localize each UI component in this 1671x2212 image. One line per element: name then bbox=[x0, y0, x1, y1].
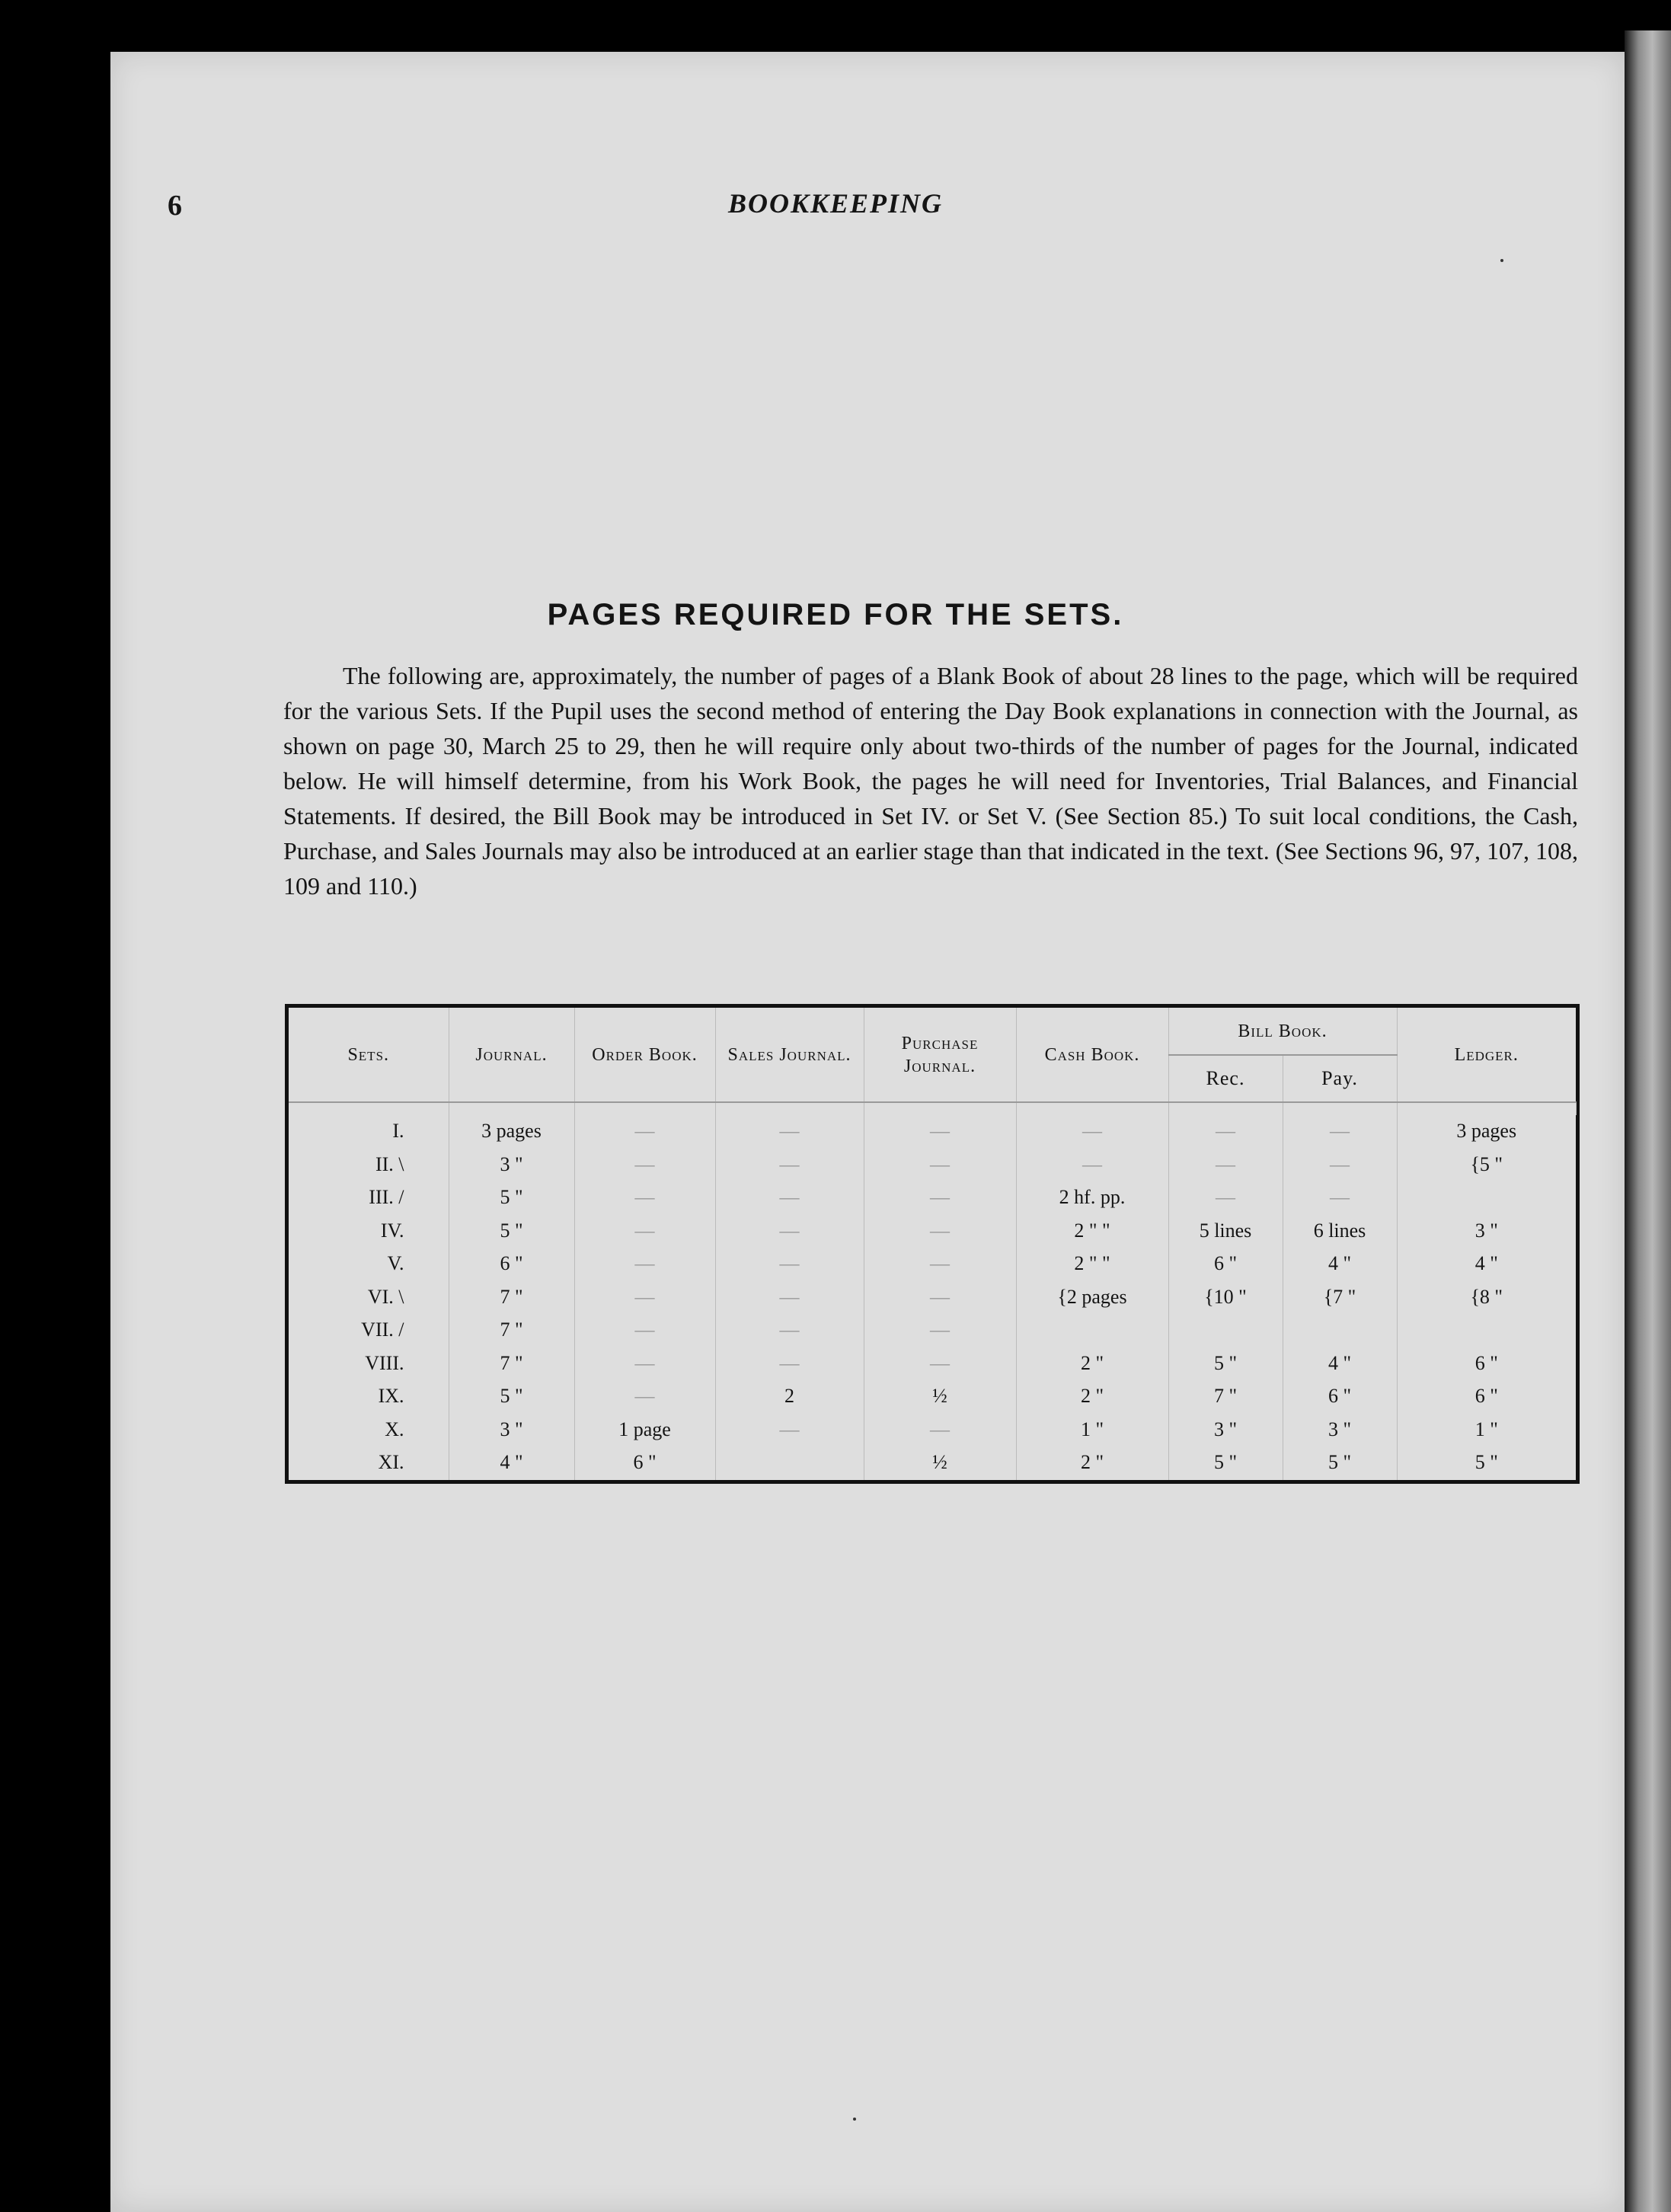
cell-ledger bbox=[1397, 1314, 1576, 1347]
section-title: PAGES REQUIRED FOR THE SETS. bbox=[547, 598, 1124, 631]
table-row bbox=[289, 1314, 1576, 1347]
cell-purchase-journal: — bbox=[864, 1215, 1016, 1248]
cell-bill-rec: 3 " bbox=[1168, 1414, 1283, 1447]
cell-bill-pay: 6 lines bbox=[1283, 1215, 1397, 1248]
cell-journal: 7 " bbox=[449, 1281, 574, 1315]
cell-sales-journal: — bbox=[715, 1347, 864, 1381]
cell-order-book: — bbox=[574, 1215, 715, 1248]
cell-sales-journal: — bbox=[715, 1181, 864, 1215]
cell-purchase-journal: — bbox=[864, 1248, 1016, 1281]
cell-bill-rec: — bbox=[1168, 1149, 1283, 1182]
cell-bill-rec: 5 lines bbox=[1168, 1215, 1283, 1248]
cell-cash-book: — bbox=[1016, 1115, 1168, 1149]
cell-order-book: 6 " bbox=[574, 1446, 715, 1480]
cell-bill-pay: — bbox=[1283, 1115, 1397, 1149]
cell-sales-journal: — bbox=[715, 1414, 864, 1447]
cell-sales-journal: — bbox=[715, 1281, 864, 1315]
cell-journal: 3 " bbox=[449, 1414, 574, 1447]
cell-ledger: 6 " bbox=[1475, 1385, 1498, 1408]
header-sales-journal: Sales Journal. bbox=[715, 1008, 864, 1102]
cell-cash-book: — bbox=[1016, 1149, 1168, 1182]
cell-bill-pay: 5 " bbox=[1283, 1446, 1397, 1480]
table-row bbox=[289, 1248, 1576, 1281]
book-page-edge bbox=[1625, 30, 1671, 2212]
cell-journal: 5 " bbox=[449, 1181, 574, 1215]
pages-required-table bbox=[285, 1004, 1580, 1484]
cell-purchase-journal: ½ bbox=[864, 1446, 1016, 1480]
cell-ledger: {5 " bbox=[1470, 1152, 1503, 1175]
table-row bbox=[289, 1181, 1576, 1215]
cell-ledger: 1 " bbox=[1475, 1418, 1498, 1440]
cell-order-book: — bbox=[574, 1115, 715, 1149]
cell-journal: 3 " bbox=[449, 1149, 574, 1182]
cell-ledger: 4 " bbox=[1475, 1252, 1498, 1275]
cell-purchase-journal: ½ bbox=[864, 1380, 1016, 1414]
page-number: 6 bbox=[168, 190, 182, 222]
cell-bill-rec: 5 " bbox=[1168, 1347, 1283, 1381]
header-bill-book: Bill Book. bbox=[1168, 1008, 1397, 1055]
cell-order-book: — bbox=[574, 1281, 715, 1315]
cell-journal: 4 " bbox=[449, 1446, 574, 1480]
cell-journal: 7 " bbox=[449, 1347, 574, 1381]
header-sets: Sets. bbox=[289, 1008, 449, 1102]
cell-order-book: — bbox=[574, 1149, 715, 1182]
cell-bill-pay: — bbox=[1283, 1181, 1397, 1215]
header-ledger: Ledger. bbox=[1397, 1008, 1576, 1102]
cell-sales-journal: — bbox=[715, 1149, 864, 1182]
cell-cash-book: 2 " bbox=[1016, 1347, 1168, 1381]
cell-order-book: 1 page bbox=[574, 1414, 715, 1447]
table-row bbox=[289, 1414, 1576, 1447]
cell-sets: IX. bbox=[289, 1380, 449, 1414]
cell-purchase-journal: — bbox=[864, 1314, 1016, 1347]
table-row bbox=[289, 1149, 1576, 1182]
cell-cash-book bbox=[1016, 1314, 1168, 1347]
cell-journal: 5 " bbox=[449, 1215, 574, 1248]
cell-sets: VIII. bbox=[289, 1347, 449, 1381]
cell-cash-book: 2 " " bbox=[1016, 1215, 1168, 1248]
cell-bill-pay bbox=[1283, 1314, 1397, 1347]
cell-sets: IV. bbox=[289, 1215, 449, 1248]
cell-bill-rec bbox=[1168, 1314, 1283, 1347]
header-purchase-journal: Purchase Journal. bbox=[864, 1008, 1016, 1102]
cell-purchase-journal: — bbox=[864, 1149, 1016, 1182]
table-row bbox=[289, 1380, 1576, 1414]
cell-purchase-journal: — bbox=[864, 1414, 1016, 1447]
cell-sets: VII. / bbox=[289, 1314, 449, 1347]
table-row bbox=[289, 1115, 1576, 1149]
cell-bill-pay: 4 " bbox=[1283, 1248, 1397, 1281]
cell-journal: 3 pages bbox=[449, 1115, 574, 1149]
cell-cash-book: 2 hf. pp. bbox=[1016, 1181, 1168, 1215]
cell-purchase-journal: — bbox=[864, 1181, 1016, 1215]
cell-bill-pay: 4 " bbox=[1283, 1347, 1397, 1381]
cell-bill-pay: {7 " bbox=[1283, 1281, 1397, 1315]
cell-sets: X. bbox=[289, 1414, 449, 1447]
cell-bill-pay: 6 " bbox=[1283, 1380, 1397, 1414]
print-speck bbox=[853, 2118, 856, 2121]
table-spacer-row bbox=[289, 1102, 1576, 1115]
cell-sets: II. \ bbox=[289, 1149, 449, 1182]
cell-order-book: — bbox=[574, 1314, 715, 1347]
header-journal: Journal. bbox=[449, 1008, 574, 1102]
cell-ledger: 5 " bbox=[1475, 1451, 1498, 1474]
cell-order-book: — bbox=[574, 1181, 715, 1215]
cell-cash-book: 2 " " bbox=[1016, 1248, 1168, 1281]
cell-cash-book: 1 " bbox=[1016, 1414, 1168, 1447]
cell-purchase-journal: — bbox=[864, 1281, 1016, 1315]
cell-sales-journal: — bbox=[715, 1314, 864, 1347]
cell-sets: VI. \ bbox=[289, 1281, 449, 1315]
table-row bbox=[289, 1281, 1576, 1315]
cell-ledger: 3 pages bbox=[1456, 1120, 1517, 1142]
cell-bill-pay: — bbox=[1283, 1149, 1397, 1182]
cell-cash-book: 2 " bbox=[1016, 1380, 1168, 1414]
header-order-book: Order Book. bbox=[574, 1008, 715, 1102]
table-row bbox=[289, 1215, 1576, 1248]
cell-journal: 6 " bbox=[449, 1248, 574, 1281]
header-bill-rec: Rec. bbox=[1168, 1055, 1283, 1102]
header-bill-pay: Pay. bbox=[1283, 1055, 1397, 1102]
cell-purchase-journal: — bbox=[864, 1347, 1016, 1381]
print-speck bbox=[1500, 259, 1503, 262]
cell-sets: XI. bbox=[289, 1446, 449, 1480]
sets-table-body bbox=[289, 1102, 1576, 1480]
cell-purchase-journal: — bbox=[864, 1115, 1016, 1149]
cell-sets: III. / bbox=[289, 1181, 449, 1215]
cell-sales-journal bbox=[715, 1446, 864, 1480]
cell-ledger bbox=[1397, 1181, 1576, 1215]
cell-journal: 7 " bbox=[449, 1314, 574, 1347]
cell-bill-rec: 5 " bbox=[1168, 1446, 1283, 1480]
cell-bill-rec: 6 " bbox=[1168, 1248, 1283, 1281]
cell-cash-book: 2 " bbox=[1016, 1446, 1168, 1480]
table-row bbox=[289, 1347, 1576, 1381]
cell-sales-journal: — bbox=[715, 1248, 864, 1281]
cell-bill-rec: — bbox=[1168, 1181, 1283, 1215]
table-row bbox=[289, 1446, 1576, 1480]
cell-ledger: {8 " bbox=[1470, 1285, 1503, 1308]
cell-ledger: 3 " bbox=[1475, 1219, 1498, 1242]
cell-bill-pay: 3 " bbox=[1283, 1414, 1397, 1447]
cell-bill-rec: {10 " bbox=[1168, 1281, 1283, 1315]
cell-sets: I. bbox=[289, 1115, 449, 1149]
header-cash-book: Cash Book. bbox=[1016, 1008, 1168, 1102]
cell-sets: V. bbox=[289, 1248, 449, 1281]
cell-bill-rec: — bbox=[1168, 1115, 1283, 1149]
sets-table bbox=[289, 1008, 1577, 1480]
cell-sales-journal: — bbox=[715, 1115, 864, 1149]
cell-cash-book: {2 pages bbox=[1016, 1281, 1168, 1315]
running-head: BOOKKEEPING bbox=[727, 188, 944, 219]
cell-sales-journal: — bbox=[715, 1215, 864, 1248]
intro-paragraph: The following are, approximately, the number of pages of a Blank Book of about 28 lines to the page, which will be required for the various Sets. If the Pupil uses the second method of entering the Day Book explanations in connection with the Journal, as shown on page 30, March 25 to 29, then he will require only about two-thirds of the number of pages for the Journal, indicated below. He will himself determine, from his Work Book, the pages he will need for Inventories, Trial Balances, and Financial Statements. If desired, the Bill Book may be introduced in Set IV. or Set V. (See Section 85.) To suit local conditions, the Cash, Purchase, and Sales Journals may also be introduced at an earlier stage than that indicated in the text. (See Sections 96, 97, 107, 108, 109 and 110.) bbox=[283, 662, 1578, 900]
cell-bill-rec: 7 " bbox=[1168, 1380, 1283, 1414]
cell-sales-journal: 2 bbox=[715, 1380, 864, 1414]
cell-order-book: — bbox=[574, 1347, 715, 1381]
cell-order-book: — bbox=[574, 1380, 715, 1414]
cell-ledger: 6 " bbox=[1475, 1351, 1498, 1374]
cell-journal: 5 " bbox=[449, 1380, 574, 1414]
cell-order-book: — bbox=[574, 1248, 715, 1281]
